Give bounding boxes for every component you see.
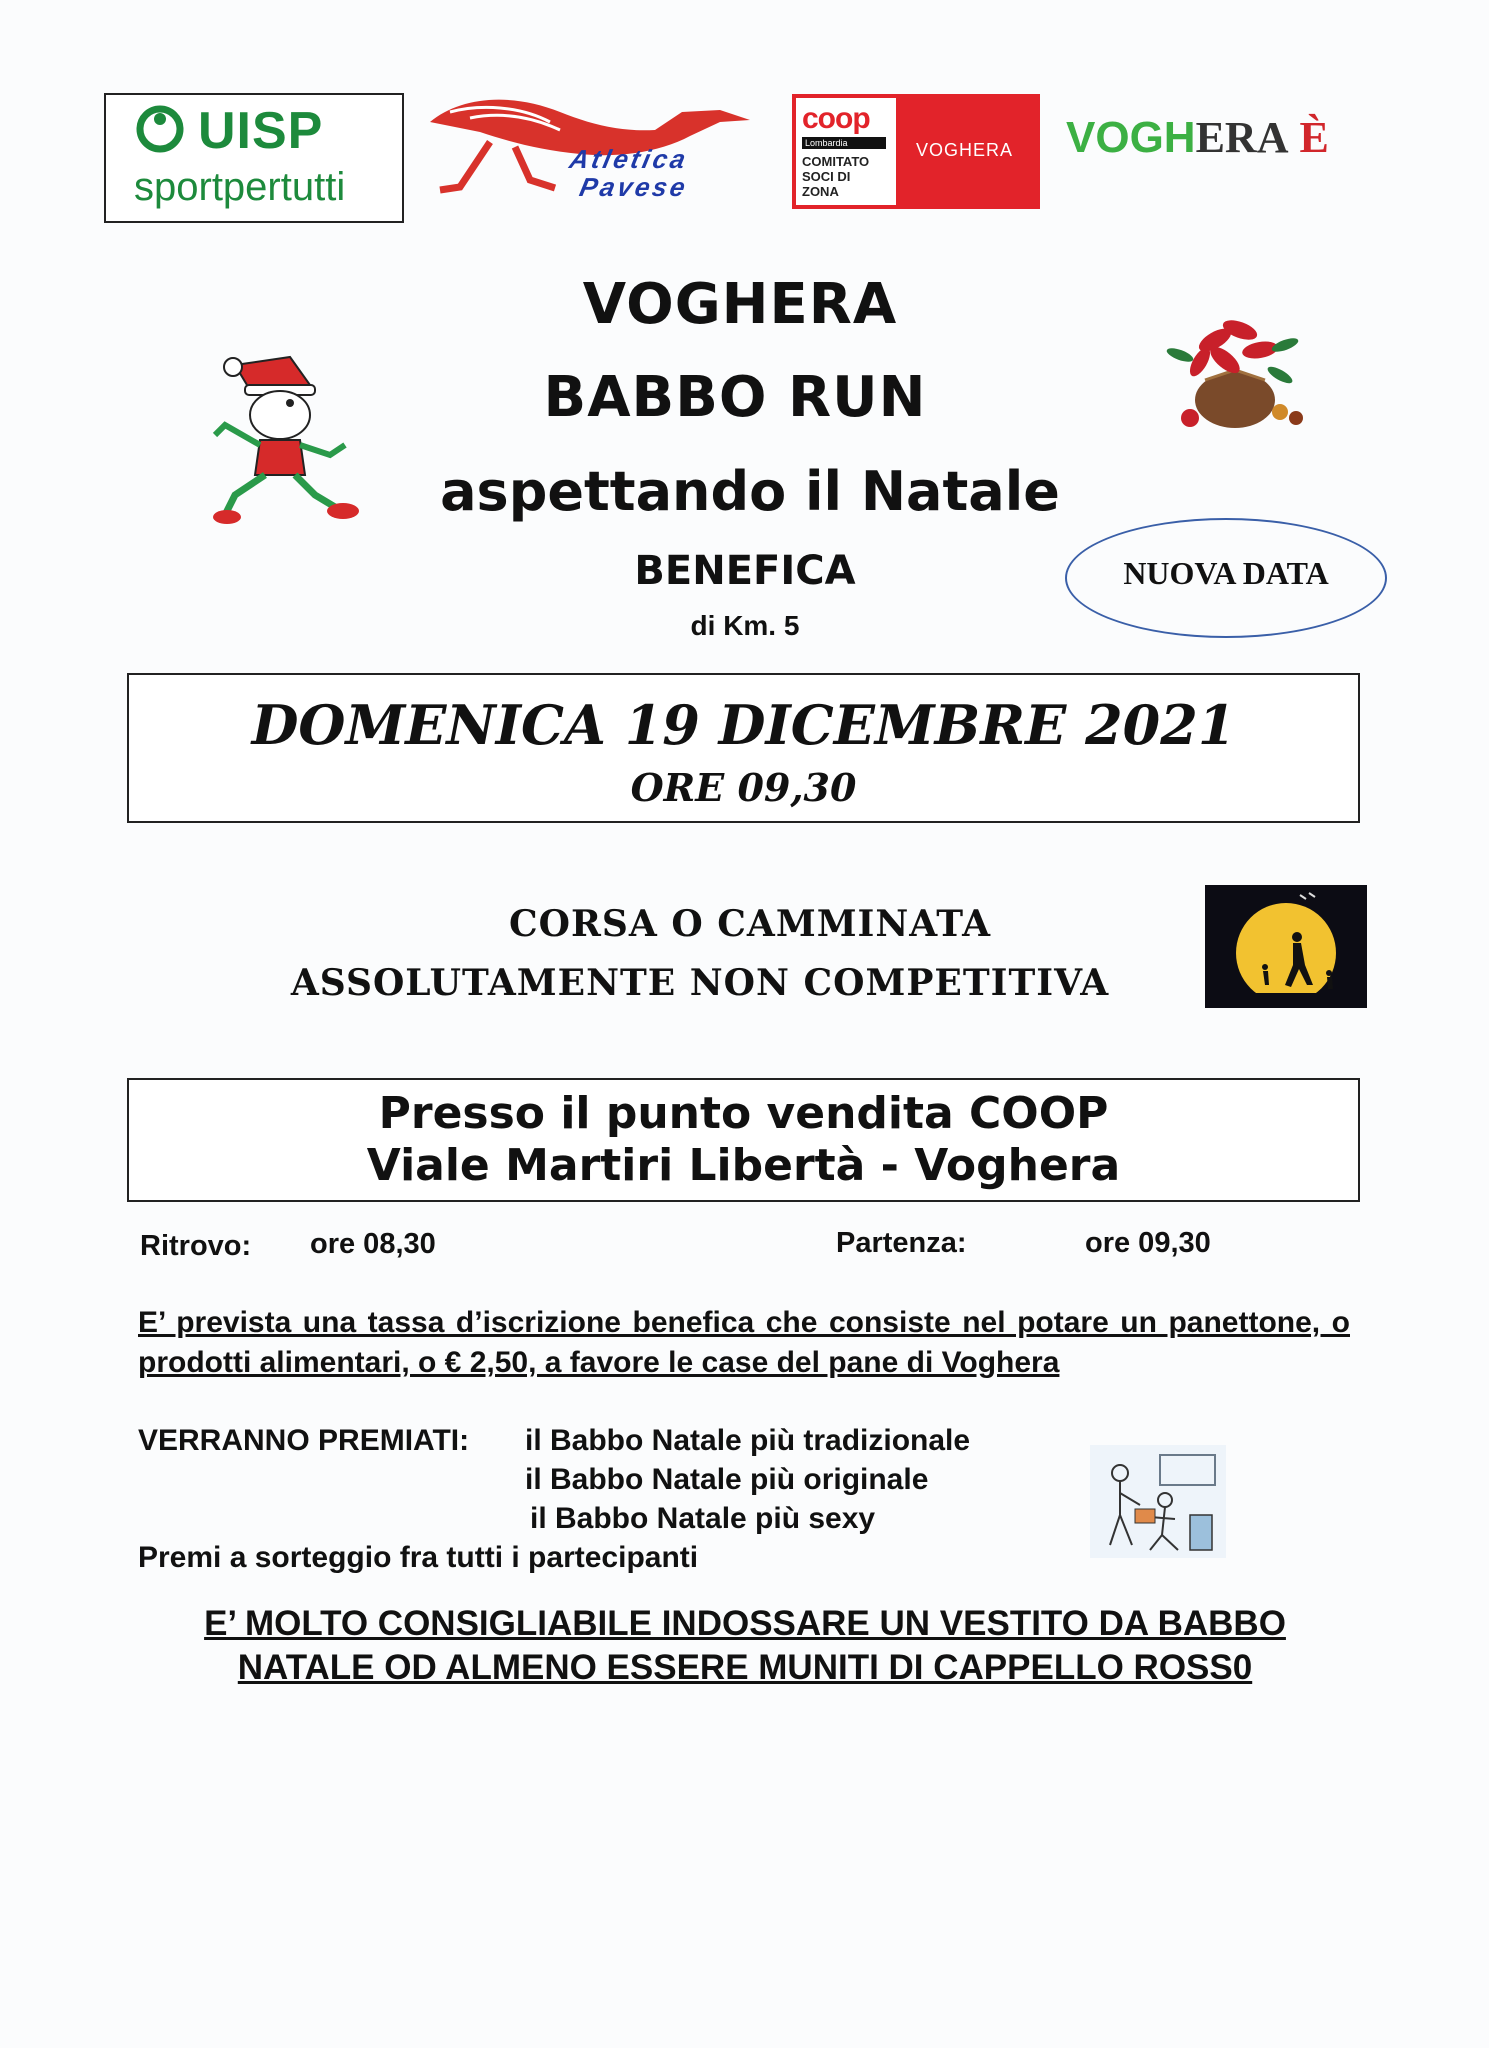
meet-time: ore 08,30: [310, 1228, 436, 1260]
pavese-word: Pavese: [576, 172, 691, 202]
moon-runners-icon: [1205, 885, 1367, 1008]
location-box: [127, 1078, 1360, 1202]
uisp-name: UISP: [198, 102, 324, 160]
voghera-e-dark: ERA: [1195, 113, 1289, 162]
event-date: DOMENICA 19 DICEMBRE 2021: [251, 693, 1236, 757]
coop-city: VOGHERA: [916, 140, 1014, 160]
coop-region: Lombardia: [802, 137, 886, 149]
prizes-label: VERRANNO PREMIATI:: [138, 1424, 470, 1457]
title-subtitle: aspettando il Natale: [440, 460, 1060, 523]
title-event: BABBO RUN: [543, 365, 927, 430]
people-sketch-icon: [1090, 1445, 1226, 1558]
start-time: ore 09,30: [1085, 1227, 1211, 1259]
prize-item: il Babbo Natale più originale: [525, 1463, 929, 1496]
atletica-word: Atletica: [566, 144, 692, 174]
event-time: ORE 09,30: [630, 765, 857, 810]
title-city: VOGHERA: [582, 272, 898, 337]
uisp-ring-icon: [136, 105, 184, 153]
coop-wordmark: coop: [802, 102, 870, 135]
prize-item: il Babbo Natale più sexy: [530, 1502, 876, 1535]
prize-item: il Babbo Natale più tradizionale: [525, 1424, 971, 1457]
voghera-e-green: VOGH: [1066, 113, 1196, 162]
atletica-pavese-logo: [420, 92, 760, 210]
advice-line-2: NATALE OD ALMENO ESSERE MUNITI DI CAPPELLO ROSS0: [237, 1648, 1253, 1687]
race-competitive: ASSOLUTAMENTE NON COMPETITIVA: [290, 962, 1110, 1004]
title-distance: di Km. 5: [690, 610, 800, 641]
date-box: [127, 673, 1360, 823]
meet-label: Ritrovo:: [140, 1230, 252, 1262]
new-date-badge-label: NUOVA DATA: [1123, 555, 1329, 591]
sketch-image: [1090, 1445, 1226, 1558]
poinsettia-basket-icon: [1150, 300, 1315, 435]
location-venue: Presso il punto vendita COOP: [378, 1088, 1109, 1139]
santa-runner-icon: [205, 345, 365, 525]
new-date-badge: [1065, 518, 1387, 638]
voghera-e-red: È: [1299, 113, 1329, 162]
fee-paragraph: E’ prevista una tassa d’iscrizione benefica che consiste nel potare un panettone, o prodotti alimentari, o € 2,50, a favore le case del pane di Voghera: [138, 1306, 1350, 1379]
location-address: Viale Martiri Libertà - Voghera: [366, 1140, 1121, 1191]
uisp-logo: [104, 93, 404, 223]
advice-line-1: E’ MOLTO CONSIGLIABILE INDOSSARE UN VESTITO DA BABBO: [204, 1604, 1286, 1643]
coop-logo: [792, 94, 1040, 209]
voghera-e-logo: [1066, 112, 1329, 163]
uisp-tagline: sportpertutti: [134, 165, 346, 209]
start-label: Partenza:: [836, 1227, 967, 1259]
race-type: CORSA O CAMMINATA: [508, 903, 992, 945]
coop-committee: COMITATO SOCI DI ZONA: [802, 154, 870, 199]
moon-runners-image: [1205, 885, 1367, 1008]
prize-draw: Premi a sorteggio fra tutti i partecipanti: [138, 1541, 699, 1574]
title-type: BENEFICA: [634, 548, 856, 594]
